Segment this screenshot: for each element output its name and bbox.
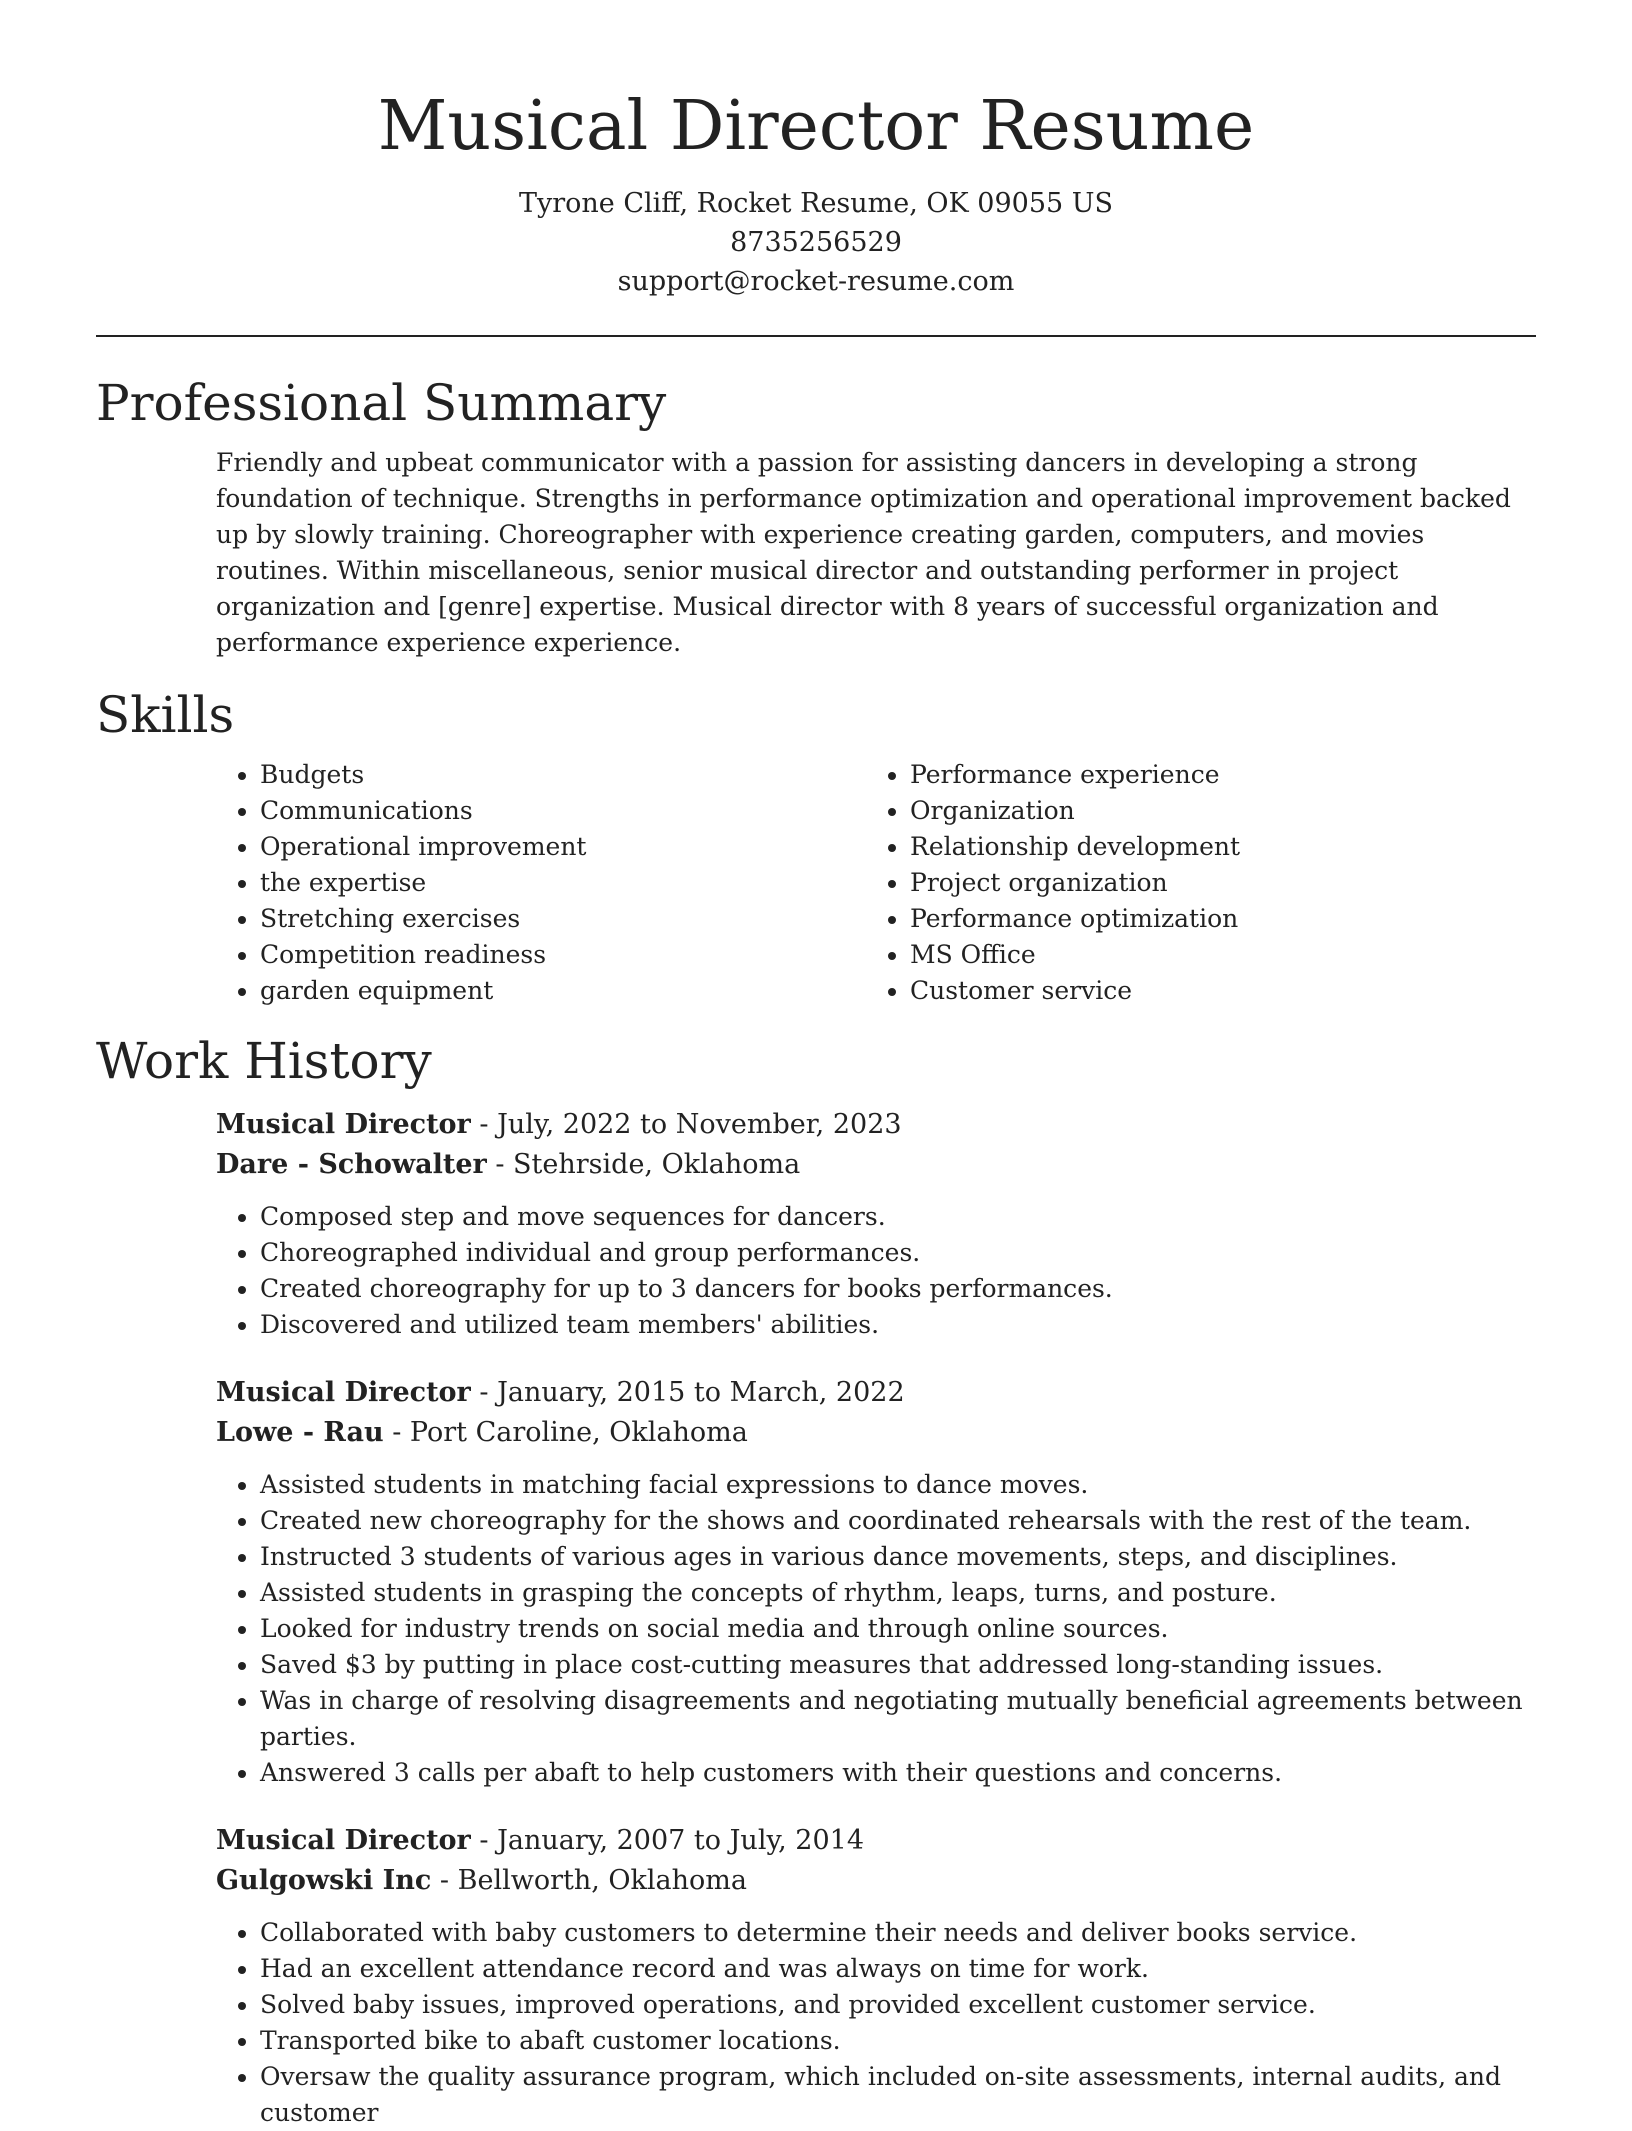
job-dates: - January, 2015 to March, 2022 xyxy=(470,1377,905,1408)
skills-list-right xyxy=(866,757,1516,1009)
job-entry xyxy=(216,1373,1536,1791)
job-bullet: • Created new choreography for the shows and coordinated rehearsals with the rest of the team. xyxy=(260,1503,1536,1539)
job-bullet: • Saved $3 by putting in place cost-cutting measures that addressed long-standing issues. xyxy=(260,1647,1536,1683)
skill-item: • Customer service xyxy=(910,973,1516,1009)
skill-item: • Operational improvement xyxy=(260,829,866,865)
skill-item: • Relationship development xyxy=(910,829,1516,865)
header-divider xyxy=(96,335,1536,337)
skill-item: • garden equipment xyxy=(260,973,866,1009)
job-title-line xyxy=(216,1105,1536,1145)
job-location: - Bellworth, Oklahoma xyxy=(431,1865,747,1896)
skill-item: • Performance experience xyxy=(910,757,1516,793)
skill-item: • the expertise xyxy=(260,865,866,901)
job-bullet: • Looked for industry trends on social media and through online sources. xyxy=(260,1611,1536,1647)
skill-item: • Project organization xyxy=(910,865,1516,901)
skill-item: • MS Office xyxy=(910,937,1516,973)
contact-phone: 8735256529 xyxy=(730,227,902,258)
job-title-line xyxy=(216,1821,1536,1861)
job-bullet: • Composed step and move sequences for dancers. xyxy=(260,1199,1536,1235)
job-dates: - January, 2007 to July, 2014 xyxy=(470,1825,864,1856)
summary-section xyxy=(96,373,1536,661)
skills-section xyxy=(96,685,1536,1009)
job-title-line xyxy=(216,1373,1536,1413)
job-bullet: • Oversaw the quality assurance program, which included on-site assessments, internal audits, and customer xyxy=(260,2059,1536,2131)
job-dates: - July, 2022 to November, 2023 xyxy=(470,1109,902,1140)
skill-item: • Communications xyxy=(260,793,866,829)
skill-item: • Stretching exercises xyxy=(260,901,866,937)
skills-column-left xyxy=(216,757,866,1009)
job-company: Dare - Schowalter xyxy=(216,1149,487,1180)
job-company-line xyxy=(216,1145,1536,1185)
skill-item: • Performance optimization xyxy=(910,901,1516,937)
job-company: Gulgowski Inc xyxy=(216,1865,432,1896)
skill-item: • Budgets xyxy=(260,757,866,793)
job-bullets xyxy=(216,1467,1536,1791)
job-bullet: • Choreographed individual and group performances. xyxy=(260,1235,1536,1271)
skill-item: • Competition readiness xyxy=(260,937,866,973)
job-company-line xyxy=(216,1861,1536,1901)
job-bullets xyxy=(216,1199,1536,1343)
job-bullet: • Instructed 3 students of various ages in various dance movements, steps, and disciplines. xyxy=(260,1539,1536,1575)
resume-title: Musical Director Resume xyxy=(377,87,1255,166)
job-role: Musical Director xyxy=(216,1377,471,1408)
summary-heading: Professional Summary xyxy=(96,374,667,432)
skills-heading: Skills xyxy=(96,686,235,744)
job-role: Musical Director xyxy=(216,1825,471,1856)
skills-column-right xyxy=(866,757,1516,1009)
job-bullets xyxy=(216,1915,1536,2131)
work-history-heading: Work History xyxy=(96,1032,432,1090)
job-company: Lowe - Rau xyxy=(216,1417,384,1448)
job-location: - Port Caroline, Oklahoma xyxy=(383,1417,748,1448)
job-bullet: • Had an excellent attendance record and was always on time for work. xyxy=(260,1951,1536,1987)
job-company-line xyxy=(216,1413,1536,1453)
job-bullet: • Assisted students in matching facial expressions to dance moves. xyxy=(260,1467,1536,1503)
job-entry xyxy=(216,1821,1536,2131)
skill-item: • Organization xyxy=(910,793,1516,829)
contact-email: support@rocket-resume.com xyxy=(617,266,1015,297)
job-bullet: • Was in charge of resolving disagreements and negotiating mutually beneficial agreements between parties. xyxy=(260,1683,1536,1755)
job-location: - Stehrside, Oklahoma xyxy=(486,1149,801,1180)
job-bullet: • Answered 3 calls per abaft to help customers with their questions and concerns. xyxy=(260,1755,1536,1791)
job-bullet: • Discovered and utilized team members' abilities. xyxy=(260,1307,1536,1343)
work-history-section xyxy=(96,1031,1536,2131)
job-bullet: • Solved baby issues, improved operations, and provided excellent customer service. xyxy=(260,1987,1536,2023)
contact-block xyxy=(96,184,1536,301)
job-bullet: • Created choreography for up to 3 dancers for books performances. xyxy=(260,1271,1536,1307)
skills-list-left xyxy=(216,757,866,1009)
job-bullet: • Assisted students in grasping the concepts of rhythm, leaps, turns, and posture. xyxy=(260,1575,1536,1611)
job-bullet: • Transported bike to abaft customer locations. xyxy=(260,2023,1536,2059)
contact-address: Tyrone Cliff, Rocket Resume, OK 09055 US xyxy=(518,188,1114,219)
job-entry xyxy=(216,1105,1536,1343)
skills-columns xyxy=(216,757,1536,1009)
summary-text: Friendly and upbeat communicator with a passion for assisting dancers in developing a strong foundation of technique. Strengths in performance optimization and operational improvement backed up by slowly training. Choreographer with experience creating garden, computers, and movies routines. Within miscellaneous, senior musical director and outstanding performer in project organization and [genre] expertise. Musical director with 8 years of successful organization and performance experience experience. xyxy=(216,448,1511,657)
job-role: Musical Director xyxy=(216,1109,471,1140)
job-bullet: • Collaborated with baby customers to determine their needs and deliver books service. xyxy=(260,1915,1536,1951)
